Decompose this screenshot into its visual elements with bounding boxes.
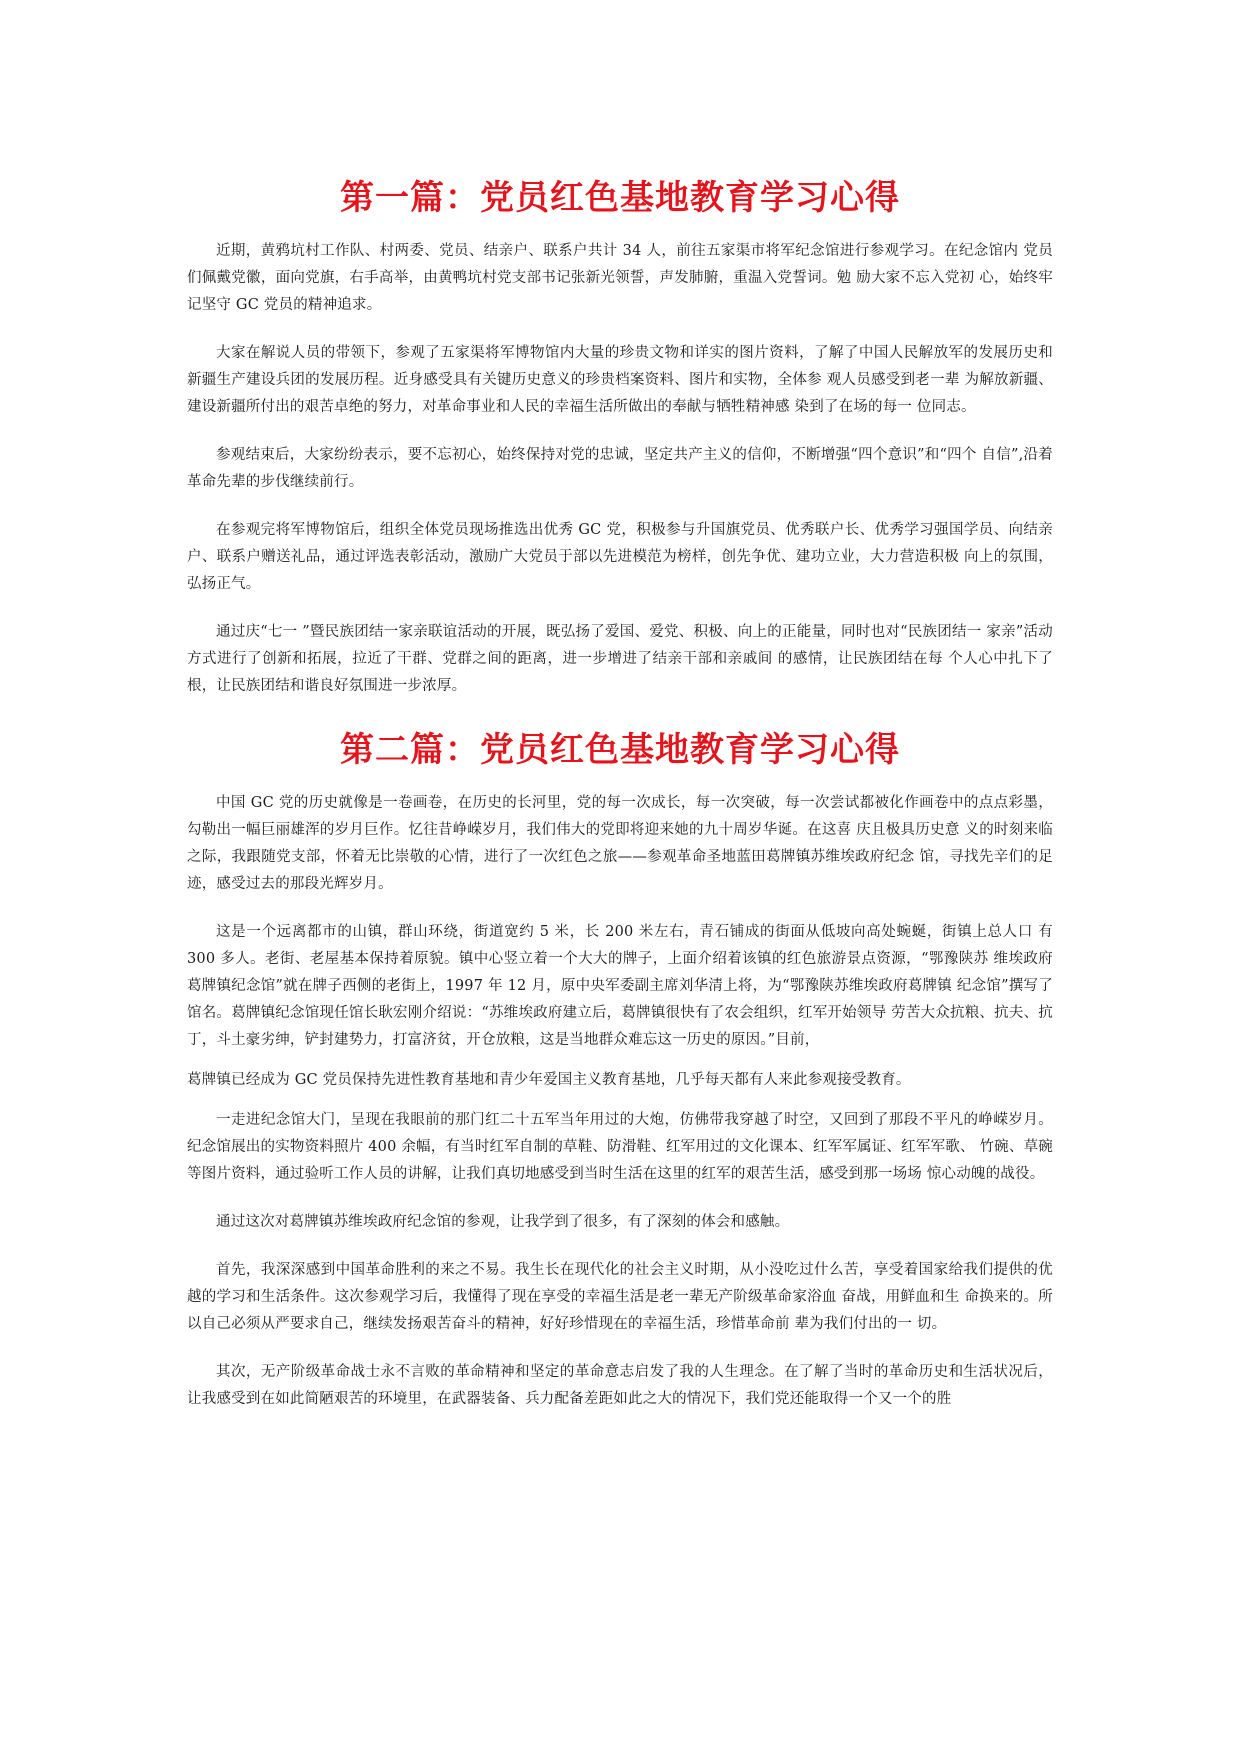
paragraph: 一走进纪念馆大门，呈现在我眼前的那门红二十五军当年用过的大炮，仿佛带我穿越了时空，又回到了那段不平凡的峥嵘岁月。纪念馆展出的实物资料照片 400 余幅，有当时红军自制的草鞋、防滑鞋、红军用过的文化课本、红军军属证、红军军歌、 竹碗、草碗等图片资料，通过验听工作人员的讲解，让我们真切地感受到当时生活在这里的红军的艰苦生活，感受到那一场场 惊心动魄的战役。 <box>187 1112 1053 1182</box>
paragraph: 近期，黄鸦坑村工作队、村两委、党员、结亲户、联系户共计 34 人，前往五家渠市将军纪念馆进行参观学习。在纪念馆内 党员们佩戴党徽，面向党旗，右手高举，由黄鸭坑村党支部书记张新光领誓，声发肺腑，重温入党誓词。勉 励大家不忘入党初 心，始终牢记坚守 GC 党员的精神追求。 <box>187 243 1053 313</box>
paragraph: 这是一个远离都市的山镇，群山环绕，街道宽约 5 米，长 200 米左右，青石铺成的街面从低坡向高处蜿蜒，街镇上总人口 有 300 多人。老街、老屋基本保持着原貌。镇中心竖立着一个大大的牌子，上面介绍着该镇的红色旅游景点资源，“鄂豫陕苏 维埃政府葛牌镇纪念馆”就在牌子西侧的老街上，1997 年 12 月，原中央军委副主席刘华清上将，为“鄂豫陕苏维埃政府葛牌镇 纪念馆”撰写了馆名。葛牌镇纪念馆现任馆长耿宏刚介绍说：“苏维埃政府建立后，葛牌镇很快有了农会组织，红军开始领导 劳苦大众抗粮、抗夫、抗丁，斗土豪劣绅，铲封建势力，打富济贫，开仓放粮，这是当地群众难忘这一历史的原因。”目前， <box>187 924 1053 1048</box>
paragraph: 其次，无产阶级革命战士永不言败的革命精神和坚定的革命意志启发了我的人生理念。在了解了当时的革命历史和生活状况后，让我感受到在如此简陋艰苦的环境里，在武器装备、兵力配备差距如此之大的情况下，我们党还能取得一个又一个的胜 <box>187 1364 1053 1407</box>
paragraph: 中国 GC 党的历史就像是一卷画卷，在历史的长河里，党的每一次成长，每一次突破，每一次尝试都被化作画卷中的点点彩墨，勾勒出一幅巨丽雄浑的岁月巨作。忆往昔峥嵘岁月，我们伟大的党即将迎来她的九十周岁华诞。在这喜 庆且极具历史意 义的时刻来临之际，我跟随党支部，怀着无比崇敬的心情，进行了一次红色之旅——参观革命圣地蓝田葛牌镇苏维埃政府纪念 馆，寻找先辛们的足迹，感受过去的那段光辉岁月。 <box>187 795 1053 892</box>
paragraph: 葛牌镇已经成为 GC 党员保持先进性教育基地和青少年爱国主义教育基地，几乎每天都有人来此参观接受教育。 <box>187 1072 911 1088</box>
paragraph: 通过庆“七一 ”暨民族团结一家亲联谊活动的开展，既弘扬了爱国、爱党、积极、向上的正能量，同时也对“民族团结一 家亲”活动方式进行了创新和拓展，拉近了干群、党群之间的距离，进一步增进了结亲干部和亲戚间 的感情，让民族团结在每 个人心中扎下了根，让民族团结和谐良好氛围进一步浓厚。 <box>187 624 1053 694</box>
article-section-2 <box>187 722 1053 1413</box>
section-title: 第二篇：党员红色基地教育学习心得 <box>340 730 900 770</box>
paragraph: 首先，我深深感到中国革命胜利的来之不易。我生长在现代化的社会主义时期，从小没吃过什么苦，享受着国家给我们提供的优越的学习和生活条件。这次参观学习后，我懂得了现在享受的幸福生活是老一辈无产阶级革命家浴血 奋战，用鲜血和生 命换来的。所以自己必须从严要求自己，继续发扬艰苦奋斗的精神，好好珍惜现在的幸福生活，珍惜革命前 辈为我们付出的一 切。 <box>187 1262 1053 1332</box>
paragraph: 通过这次对葛牌镇苏维埃政府纪念馆的参观，让我学到了很多，有了深刻的体会和感触。 <box>216 1214 790 1230</box>
paragraph: 大家在解说人员的带领下，参观了五家渠将军博物馆内大量的珍贵文物和详实的图片资料，了解了中国人民解放军的发展历史和新疆生产建设兵团的发展历程。近身感受具有关键历史意义的珍贵档案资料、图片和实物，全体参 观人员感受到老一辈 为解放新疆、建设新疆所付出的艰苦卓绝的努力，对革命事业和人民的幸福生活所做出的奉献与牺牲精神感 染到了在场的每一 位同志。 <box>187 345 1053 415</box>
document-page <box>187 170 1053 1434</box>
article-section-1 <box>187 170 1053 700</box>
paragraph: 参观结束后，大家纷纷表示，要不忘初心，始终保持对党的忠诚，坚定共产主义的信仰，不断增强“四个意识”和“四个 自信”,沿着革命先辈的步伐继续前行。 <box>187 447 1053 490</box>
paragraph: 在参观完将军博物馆后，组织全体党员现场推选出优秀 GC 党，积极参与升国旗党员、优秀联户长、优秀学习强国学员、向结亲户、联系户赠送礼品，通过评选表彰活动，激励广大党员于部以先进模范为榜样，创先争优、建功立业，大力营造积极 向上的氛围，弘扬正气。 <box>187 522 1053 592</box>
section-title: 第一篇：党员红色基地教育学习心得 <box>340 178 900 218</box>
